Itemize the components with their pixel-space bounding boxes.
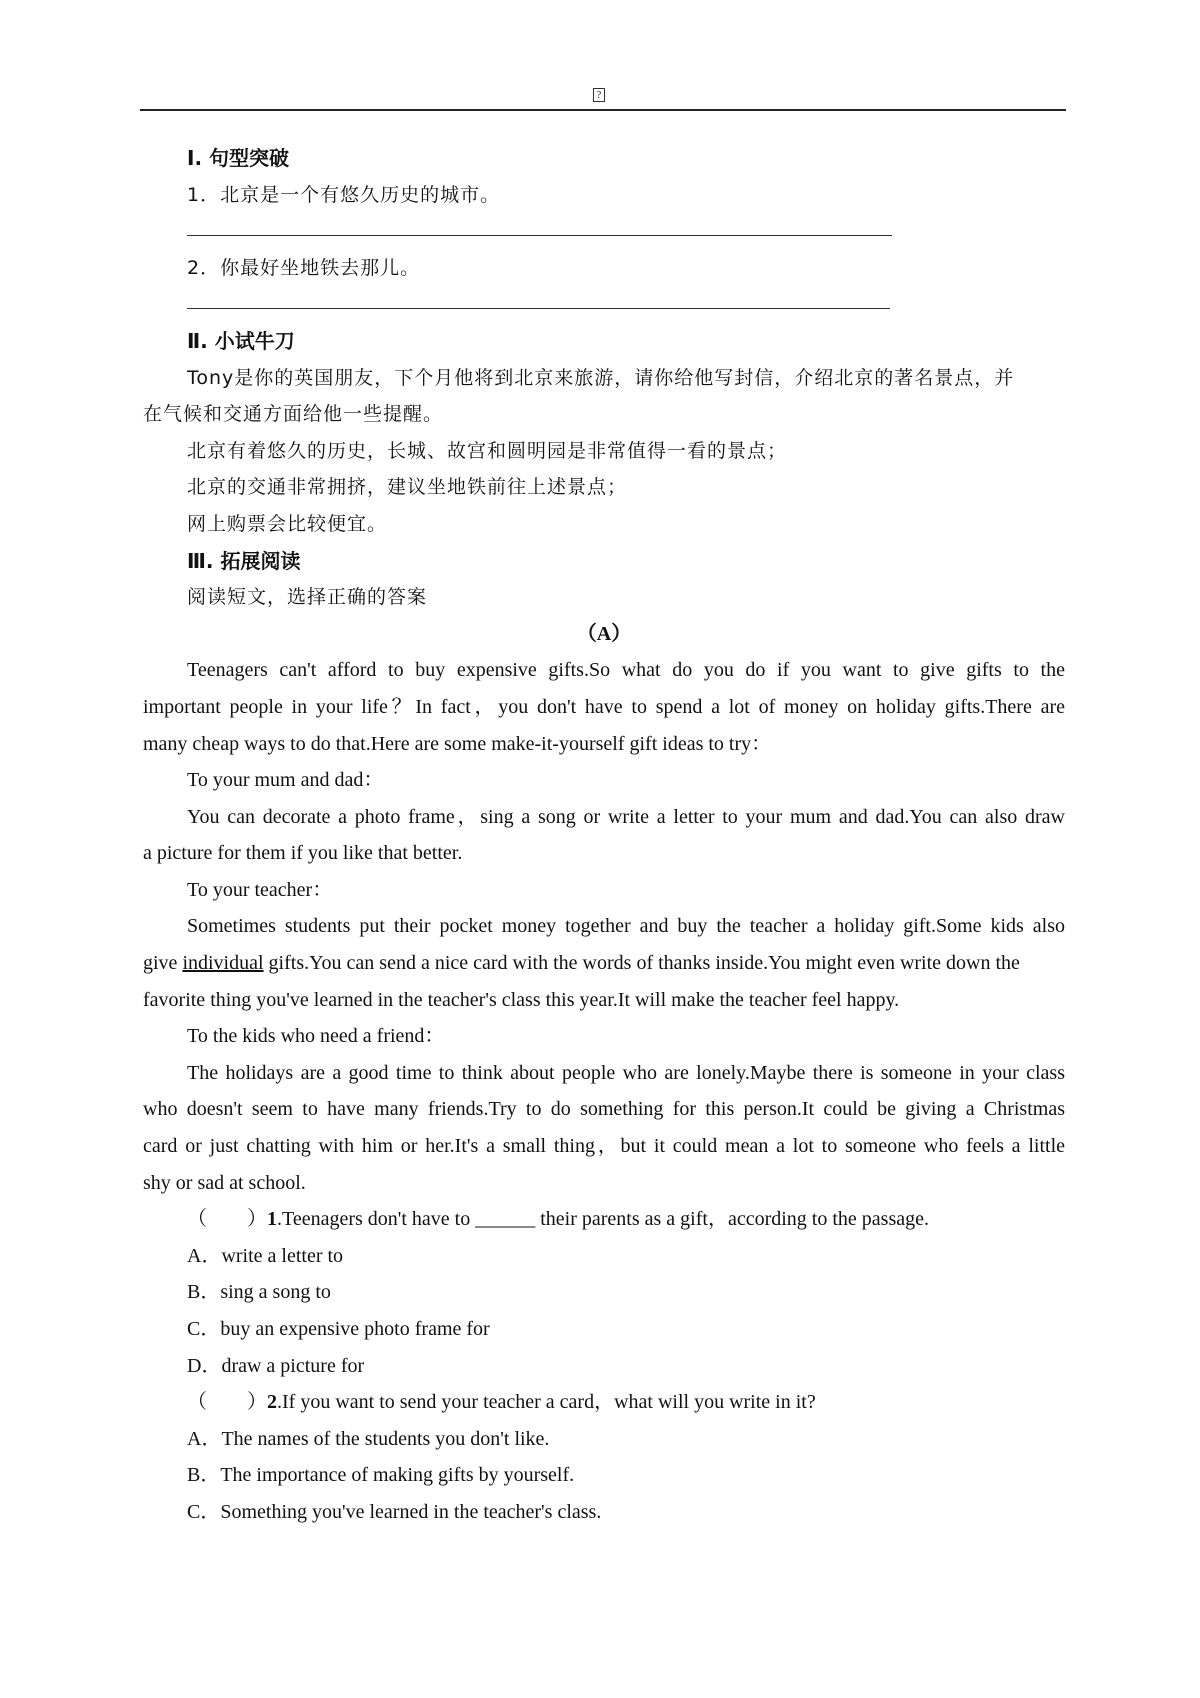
passage-line: Teenagers can't afford to buy expensive gifts.So what do you do if you want to give gifts to the: [187, 659, 1065, 682]
question-2: [143, 1384, 1065, 1421]
passage-line: favorite thing you've learned in the teacher's class this year.It will make the teacher feel happy.: [143, 988, 900, 1011]
question-1: [143, 1201, 1065, 1238]
passage-line: The holidays are a good time to think about people who are lonely.Maybe there is someone in your class: [187, 1061, 1065, 1084]
passage-line: important people in your life？In fact，you don't have to spend a lot of money on holiday gifts.There are: [143, 695, 1065, 718]
header-rule: [140, 109, 1066, 111]
section2-point-1: 北京有着悠久的历史，长城、故宫和圆明园是非常值得一看的景点；: [187, 439, 788, 462]
give-word: give: [143, 952, 178, 975]
question-1-number: 1: [267, 1208, 277, 1231]
passage-line: who doesn't seem to have many friends.Try to do something for this person.It could be giving a Christmas: [143, 1098, 1065, 1121]
option-1a: A．write a letter to: [187, 1244, 344, 1267]
answer-blank-2[interactable]: （ ）: [187, 1391, 267, 1414]
individual-underlined-word: individual: [182, 952, 264, 975]
question-2-prompt: 2．你最好坐地铁去那儿。: [187, 256, 421, 279]
question-2-number: 2: [267, 1391, 277, 1414]
option-1c: C．buy an expensive photo frame for: [187, 1318, 490, 1340]
passage-line-individual: [143, 945, 1065, 982]
passage-line-rest: gifts.You can send a nice card with the words of thanks inside.You might even write down the: [268, 952, 1020, 975]
answer-blank-1[interactable]: （ ）: [187, 1208, 267, 1231]
option-1b: B．sing a song to: [187, 1281, 331, 1304]
question-1-stem: .Teenagers don't have to ______ their parents as a gift，according to the passage.: [277, 1208, 929, 1231]
passage-line: Sometimes students put their pocket money together and buy the teacher a holiday gift.Some kids also: [187, 915, 1065, 938]
passage-line: a picture for them if you like that better.: [143, 842, 463, 865]
section2-point-3: 网上购票会比较便宜。: [187, 512, 388, 535]
passage-subheading-teacher: To your teacher：: [187, 878, 333, 901]
option-2c: C．Something you've learned in the teacher's class.: [187, 1500, 602, 1523]
passage-line: many cheap ways to do that.Here are some make-it-yourself gift ideas to try：: [143, 732, 772, 755]
answer-line-2: [143, 286, 1065, 323]
section2-point-2: 北京的交通非常拥挤，建议坐地铁前往上述景点；: [187, 476, 628, 499]
section3-instruction: 阅读短文，选择正确的答案: [187, 586, 428, 609]
section1-heading: Ⅰ. 句型突破: [187, 146, 290, 170]
passage-line: card or just chatting with him or her.It's a small thing，but it could mean a lot to someone who feels a little: [143, 1135, 1065, 1158]
passage-subheading-parents: To your mum and dad：: [187, 769, 384, 792]
header-mark: ?: [593, 88, 605, 102]
option-2b: B．The importance of making gifts by yourself.: [187, 1464, 575, 1487]
passage-label: （A）: [576, 622, 632, 645]
section2-paragraph-line-2: 在气候和交通方面给他一些提醒。: [143, 403, 444, 426]
section2-paragraph-line-1: Tony是你的英国朋友，下个月他将到北京来旅游，请你给他写封信，介绍北京的著名景点，并: [187, 366, 1015, 389]
passage-line: shy or sad at school.: [143, 1171, 306, 1194]
passage-subheading-friend: To the kids who need a friend：: [187, 1025, 445, 1048]
answer-line-1: [143, 213, 1065, 250]
question-1-prompt: 1．北京是一个有悠久历史的城市。: [187, 183, 501, 206]
option-1d: D．draw a picture for: [187, 1354, 365, 1377]
passage-line: You can decorate a photo frame，sing a song or write a letter to your mum and dad.You can also draw: [187, 805, 1065, 828]
option-2a: A．The names of the students you don't like.: [187, 1427, 550, 1450]
section2-heading: Ⅱ. 小试牛刀: [187, 328, 295, 353]
section3-heading: Ⅲ. 拓展阅读: [187, 548, 301, 573]
question-2-stem: .If you want to send your teacher a card，what will you write in it?: [277, 1391, 816, 1414]
content: [143, 140, 1065, 1531]
